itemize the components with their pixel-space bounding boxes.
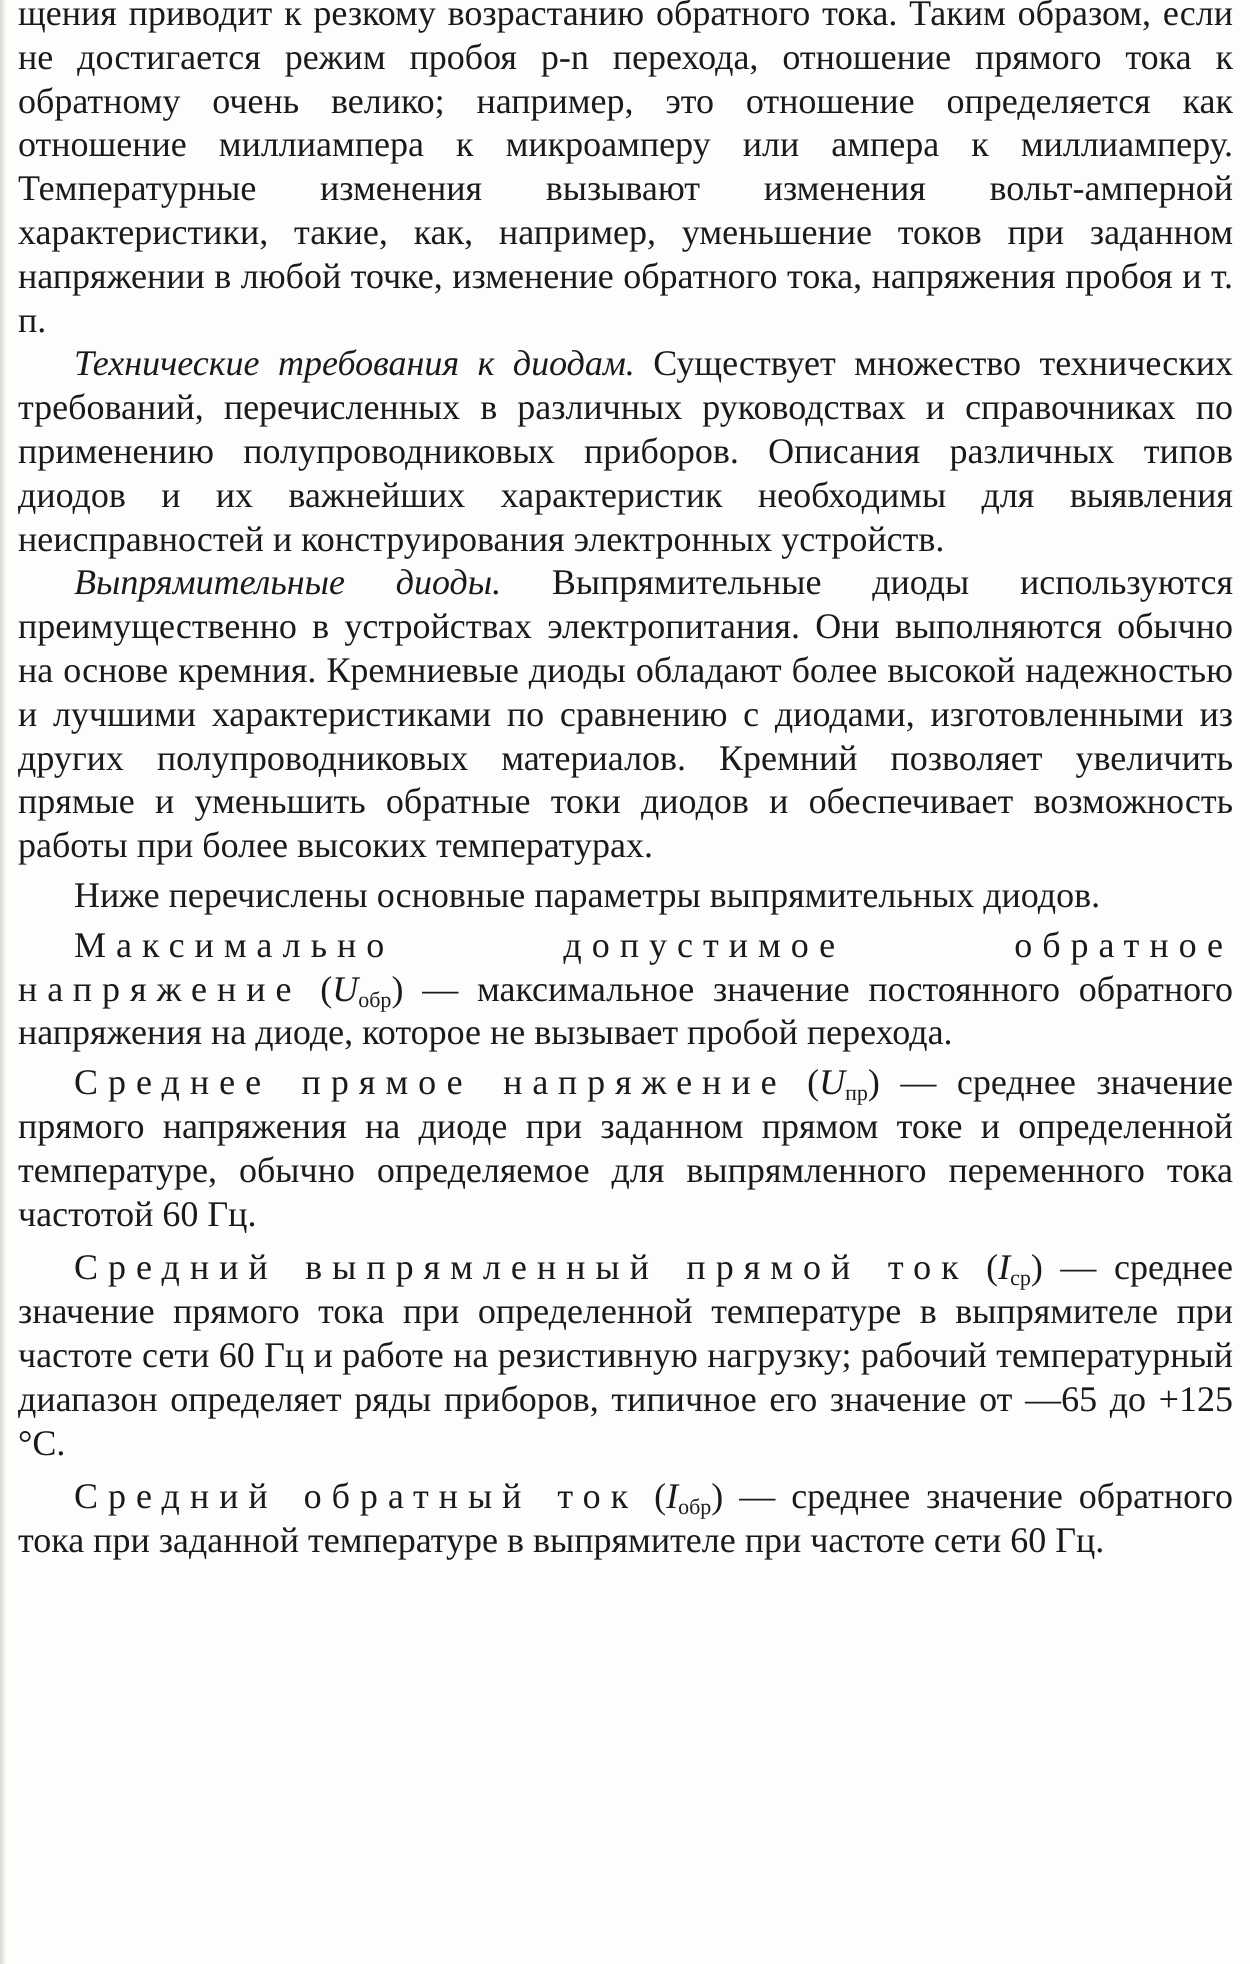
symbol-open: ( (301, 968, 333, 1009)
symbol-subscript: ср (1010, 1265, 1031, 1291)
paragraph-avg-rectified-current (18, 1246, 1233, 1465)
symbol-close: ) (711, 1476, 724, 1517)
symbol-subscript: обр (358, 986, 392, 1012)
paragraph-avg-reverse-current (18, 1475, 1233, 1563)
paragraph-technical-requirements (18, 342, 1233, 561)
section-heading-technical-requirements: Технические требования к диодам. (74, 343, 635, 384)
symbol-open: ( (786, 1062, 820, 1103)
term-avg-reverse-current: Средний обратный ток (74, 1476, 639, 1517)
paragraph-text: щения приводит к резкому возрастанию обратного тока. Таким образом, если не достигается режим пробоя p-n перехода, отношение прямого тока к обратному очень велико; например, это отношение определяется как отношение миллиампера к микроамперу или ампера к миллиамперу. Температурные изменения вызывают изменения вольт-амперной характеристики, такие, как, например, уменьшение токов при заданном напряжении в любой точке, изменение обратного тока, напряжения пробоя и т. п. (18, 0, 1233, 340)
symbol-close: ) (391, 968, 404, 1009)
symbol-subscript: обр (678, 1494, 712, 1520)
symbol-i: I (666, 1476, 679, 1517)
paragraph-rectifier-diodes (18, 561, 1233, 868)
page-spine-shadow (0, 0, 6, 1964)
paragraph-text: — среднее значение прямого напряжения на диоде при заданном прямом токе и определенной температуре, обычно определяемое для выпрямленного переменного тока частотой 60 Гц. (18, 1062, 1234, 1234)
paragraph-parameters-intro (18, 874, 1233, 918)
symbol-u: U (819, 1062, 846, 1103)
term-avg-forward-voltage: Среднее прямое напряжение (74, 1062, 787, 1103)
paragraph-text: Ниже перечислены основные параметры выпрямительных диодов. (74, 874, 1101, 915)
symbol-open: ( (968, 1247, 999, 1288)
paragraph-text: — максимальное значение постоянного обратного напряжения на диоде, которое не вызывает пробой перехода. (18, 968, 1233, 1053)
symbol-u: U (332, 968, 359, 1009)
paragraph-text: — среднее значение прямого тока при определенной температуре в выпрямителе при частоте сети 60 Гц и работе на резистивную нагрузку; рабочий температурный диапазон определяет ряды приборов, типичное его значение от —65 до +125 °С. (18, 1247, 1233, 1463)
term-max-reverse-voltage: Максимально допустимое обратное напряжение (18, 924, 1233, 1009)
symbol-close: ) (867, 1062, 880, 1103)
symbol-subscript: пр (845, 1080, 868, 1106)
paragraph-max-reverse-voltage (18, 924, 1233, 1055)
paragraph-text: Выпрямительные диоды используются преимущественно в устройствах электропитания. Они выполняются обычно на основе кремния. Кремниевые диоды обладают более высокой надежностью и лучшими характеристиками по сравнению с диодами, изготовленными из других полупроводниковых материалов. Кремний позволяет увеличить прямые и уменьшить обратные токи диодов и обеспечивает возможность работы при более высоких температурах. (18, 562, 1234, 866)
term-avg-rectified-current: Средний выпрямленный прямой ток (74, 1247, 969, 1288)
symbol-i: I (998, 1247, 1011, 1288)
paragraph-avg-forward-voltage (18, 1061, 1233, 1236)
paragraph-reverse-current (18, 0, 1233, 342)
section-heading-rectifier-diodes: Выпрямительные диоды. (74, 562, 502, 603)
paragraph-text: Существует множество технических требований, перечисленных в различных руководствах и справочниках по применению полупроводниковых приборов. Описания различных типов диодов и их важнейших характеристик необходимы для выявления неисправностей и конструирования электронных устройств. (18, 343, 1234, 559)
paragraph-text: — среднее значение обратного тока при заданной температуре в выпрямителе при частоте сети 60 Гц. (18, 1476, 1233, 1561)
symbol-close: ) (1030, 1247, 1043, 1288)
symbol-open: ( (638, 1476, 667, 1517)
page-text-body (18, 0, 1233, 1563)
